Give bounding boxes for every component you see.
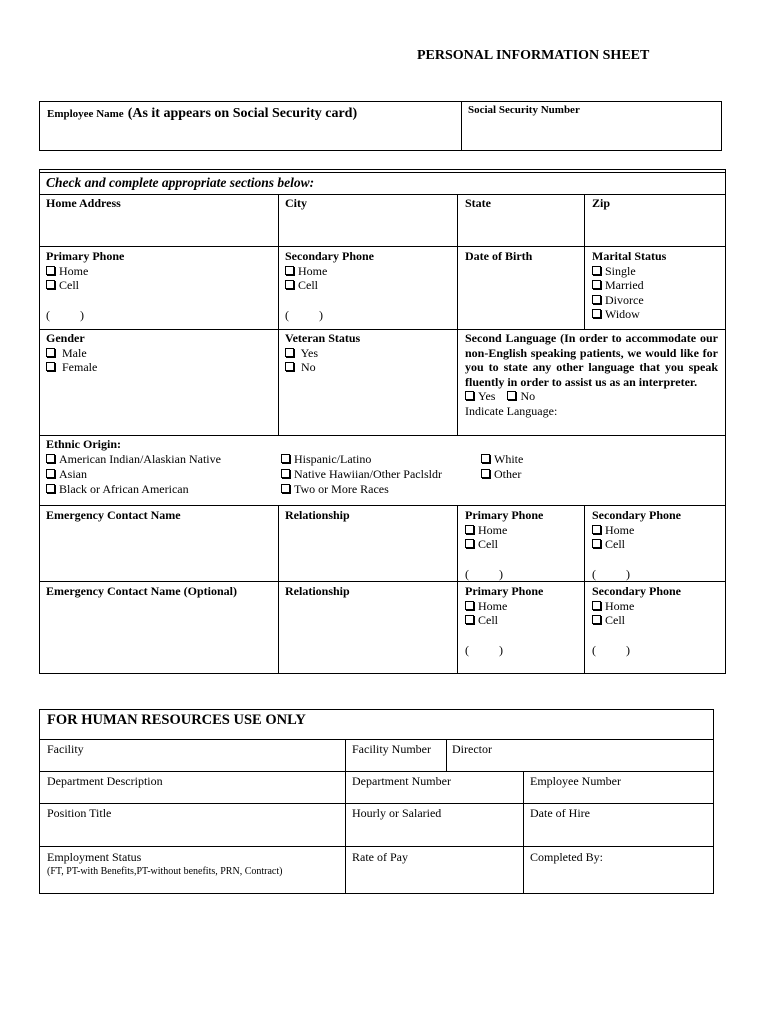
ethnic-american-indian-option[interactable]: American Indian/Alaskian Native — [46, 452, 221, 467]
checkbox-icon[interactable] — [281, 454, 290, 463]
primary-phone-label: Primary Phone — [46, 249, 125, 263]
hr-employment-status[interactable] — [47, 850, 282, 878]
checkbox-icon[interactable] — [592, 525, 601, 534]
checkbox-icon[interactable] — [592, 280, 601, 289]
checkbox-icon[interactable] — [465, 601, 474, 610]
hr-department-number[interactable]: Department Number — [352, 774, 451, 788]
ec1-primary-home-option[interactable]: Home — [465, 523, 543, 538]
employee-name-note: (As it appears on Social Security card) — [127, 106, 358, 121]
ec2-secondary-phone-group — [592, 584, 681, 628]
hr-completed-by[interactable]: Completed By: — [530, 850, 603, 864]
checkbox-icon[interactable] — [465, 525, 474, 534]
primary-phone-number[interactable]: ( ) — [46, 308, 84, 322]
checkbox-icon[interactable] — [465, 391, 474, 400]
ec1-secondary-phone-group — [592, 508, 681, 552]
hr-date-of-hire[interactable]: Date of Hire — [530, 806, 590, 820]
ec1-primary-phone-number[interactable]: ( ) — [465, 567, 503, 581]
primary-phone-cell-option[interactable]: Cell — [46, 278, 124, 293]
ethnic-hispanic-option[interactable]: Hispanic/Latino — [281, 452, 442, 467]
veteran-status-label: Veteran Status — [285, 331, 361, 345]
checkbox-icon[interactable] — [481, 469, 490, 478]
checkbox-icon[interactable] — [46, 454, 55, 463]
indicate-language-field[interactable]: Indicate Language: — [465, 403, 558, 418]
ethnic-col-3 — [481, 452, 523, 482]
language-yes-option[interactable]: Yes — [465, 389, 495, 403]
language-no-option[interactable]: No — [507, 389, 535, 403]
checkbox-icon[interactable] — [281, 484, 290, 493]
second-language-text: Second Language (In order to accommodate our non-English speaking patients, we would like for you to state any other language that you speak fluently in order to assist us as an interpreter. — [465, 331, 718, 389]
checkbox-icon[interactable] — [465, 615, 474, 624]
checkbox-icon[interactable] — [592, 615, 601, 624]
ssn-label[interactable]: Social Security Number — [468, 104, 580, 116]
secondary-phone-number[interactable]: ( ) — [285, 308, 323, 322]
checkbox-icon[interactable] — [46, 280, 55, 289]
emergency-contact-optional-label[interactable]: Emergency Contact Name (Optional) — [46, 584, 237, 598]
relationship-2-label[interactable]: Relationship — [285, 584, 350, 598]
checkbox-icon[interactable] — [46, 362, 55, 371]
ethnic-col-2 — [281, 452, 442, 497]
checkbox-icon[interactable] — [46, 469, 55, 478]
ec1-secondary-cell-option[interactable]: Cell — [592, 537, 681, 552]
home-address-label[interactable]: Home Address — [46, 196, 121, 210]
veteran-yes-option[interactable]: Yes — [285, 346, 360, 361]
ec2-secondary-cell-option[interactable]: Cell — [592, 613, 681, 628]
ec1-secondary-home-option[interactable]: Home — [592, 523, 681, 538]
ec1-primary-phone-group — [465, 508, 543, 552]
checkbox-icon[interactable] — [507, 391, 516, 400]
state-label[interactable]: State — [465, 196, 491, 210]
hr-facility-number[interactable]: Facility Number — [352, 742, 431, 756]
secondary-phone-group — [285, 249, 374, 293]
gender-male-option[interactable]: Male — [46, 346, 97, 361]
ec2-primary-phone-number[interactable]: ( ) — [465, 643, 503, 657]
ec2-secondary-home-option[interactable]: Home — [592, 599, 681, 614]
gender-female-option[interactable]: Female — [46, 360, 97, 375]
checkbox-icon[interactable] — [285, 362, 294, 371]
ec2-primary-phone-group — [465, 584, 543, 628]
checkbox-icon[interactable] — [592, 309, 601, 318]
ec2-primary-home-option[interactable]: Home — [465, 599, 543, 614]
marital-married-option[interactable]: Married — [592, 278, 666, 293]
ec2-secondary-phone-number[interactable]: ( ) — [592, 643, 630, 657]
hr-hourly-or-salaried[interactable]: Hourly or Salaried — [352, 806, 442, 820]
marital-widow-option[interactable]: Widow — [592, 307, 666, 322]
hr-employee-number[interactable]: Employee Number — [530, 774, 621, 788]
page-title: PERSONAL INFORMATION SHEET — [417, 48, 650, 63]
checkbox-icon[interactable] — [592, 539, 601, 548]
secondary-phone-label: Secondary Phone — [285, 249, 375, 263]
checkbox-icon[interactable] — [285, 280, 294, 289]
ec2-primary-phone-label: Primary Phone — [465, 584, 544, 598]
relationship-label[interactable]: Relationship — [285, 508, 350, 522]
ec2-secondary-phone-label: Secondary Phone — [592, 584, 682, 598]
secondary-phone-cell-option[interactable]: Cell — [285, 278, 374, 293]
checkbox-icon[interactable] — [285, 348, 294, 357]
checkbox-icon[interactable] — [481, 454, 490, 463]
marital-status-label: Marital Status — [592, 249, 667, 263]
hr-employment-status-label: Employment Status — [47, 850, 142, 864]
secondary-phone-home-option[interactable]: Home — [285, 264, 374, 279]
ec1-secondary-phone-label: Secondary Phone — [592, 508, 682, 522]
ethnic-white-option[interactable]: White — [481, 452, 523, 467]
ethnic-col-1 — [46, 452, 221, 497]
checkbox-icon[interactable] — [46, 348, 55, 357]
hr-heading: FOR HUMAN RESOURCES USE ONLY — [47, 712, 306, 728]
gender-group — [46, 331, 97, 375]
ethnic-origin-label: Ethnic Origin: — [46, 437, 122, 451]
hr-department-description[interactable]: Department Description — [47, 774, 163, 788]
checkbox-icon[interactable] — [46, 266, 55, 275]
ethnic-other-option[interactable]: Other — [481, 467, 523, 482]
checkbox-icon[interactable] — [465, 539, 474, 548]
ethnic-native-hawaiian-option[interactable]: Native Hawiian/Other Paclsldr — [281, 467, 442, 482]
hr-employment-status-note: (FT, PT-with Benefits,PT-without benefits, PRN, Contract) — [47, 865, 283, 877]
primary-phone-home-option[interactable]: Home — [46, 264, 124, 279]
primary-phone-group — [46, 249, 124, 293]
date-of-birth-label[interactable]: Date of Birth — [465, 249, 533, 263]
employee-name-field[interactable] — [47, 104, 357, 122]
hr-facility[interactable]: Facility — [47, 742, 84, 756]
gender-label: Gender — [46, 331, 85, 345]
checkbox-icon[interactable] — [592, 601, 601, 610]
section-heading: Check and complete appropriate sections below: — [46, 175, 315, 190]
ec2-primary-cell-option[interactable]: Cell — [465, 613, 543, 628]
ethnic-black-option[interactable]: Black or African American — [46, 482, 221, 497]
veteran-status-group — [285, 331, 360, 375]
veteran-no-option[interactable]: No — [285, 360, 360, 375]
ec1-primary-phone-label: Primary Phone — [465, 508, 544, 522]
checkbox-icon[interactable] — [46, 484, 55, 493]
hr-director[interactable]: Director — [452, 742, 492, 756]
second-language-group — [465, 331, 718, 418]
ec1-primary-cell-option[interactable]: Cell — [465, 537, 543, 552]
employee-name-label: Employee Name — [47, 108, 124, 120]
marital-single-option[interactable]: Single — [592, 264, 666, 279]
checkbox-icon[interactable] — [285, 266, 294, 275]
zip-label[interactable]: Zip — [592, 196, 611, 210]
ethnic-asian-option[interactable]: Asian — [46, 467, 221, 482]
city-label[interactable]: City — [285, 196, 307, 210]
hr-position-title[interactable]: Position Title — [47, 806, 112, 820]
ethnic-two-or-more-option[interactable]: Two or More Races — [281, 482, 442, 497]
ec1-secondary-phone-number[interactable]: ( ) — [592, 567, 630, 581]
marital-divorce-option[interactable]: Divorce — [592, 293, 666, 308]
hr-rate-of-pay[interactable]: Rate of Pay — [352, 850, 408, 864]
emergency-contact-label[interactable]: Emergency Contact Name — [46, 508, 181, 522]
checkbox-icon[interactable] — [281, 469, 290, 478]
checkbox-icon[interactable] — [592, 295, 601, 304]
marital-status-group — [592, 249, 666, 322]
checkbox-icon[interactable] — [592, 266, 601, 275]
